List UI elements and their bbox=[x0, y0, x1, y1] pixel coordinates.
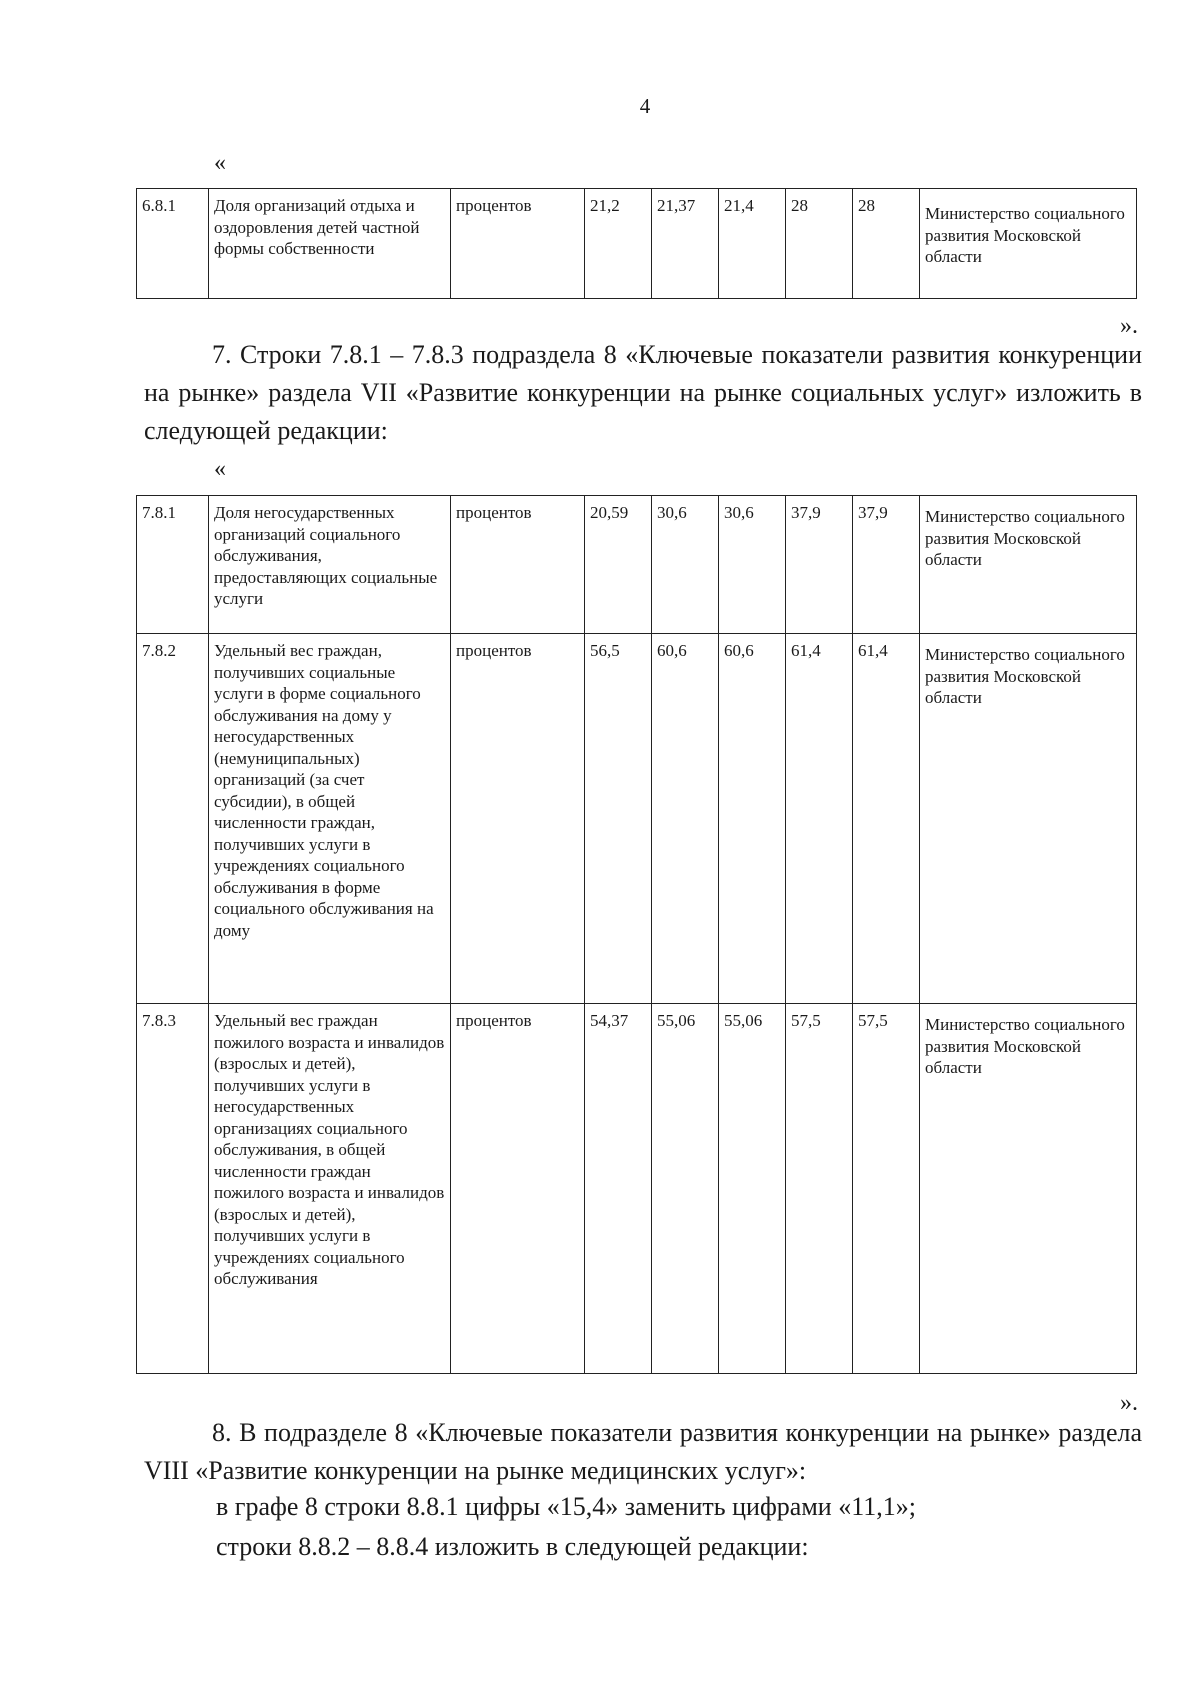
row-value: 37,9 bbox=[786, 496, 853, 634]
row-unit: процентов bbox=[451, 634, 585, 1004]
row-value: 61,4 bbox=[853, 634, 920, 1004]
row-name: Удельный вес граждан пожилого возраста и инвалидов (взрослых и детей), получивших услуги в негосударственных организациях социального обслуживания, в общей численности граждан пожилого возраста и инвалидов (взрослых и детей), получивших услуги в учреждениях социального обслуживания bbox=[209, 1004, 451, 1374]
open-quote: « bbox=[214, 456, 226, 482]
section-8-line-2: строки 8.8.2 – 8.8.4 изложить в следующей редакции: bbox=[216, 1532, 809, 1561]
row-value: 37,9 bbox=[853, 496, 920, 634]
row-value: 30,6 bbox=[652, 496, 719, 634]
row-value: 21,37 bbox=[652, 189, 719, 299]
open-quote: « bbox=[214, 150, 226, 176]
section-8-line-1: в графе 8 строки 8.8.1 цифры «15,4» заменить цифрами «11,1»; bbox=[216, 1492, 916, 1521]
table-row bbox=[137, 1004, 1137, 1374]
row-value: 57,5 bbox=[786, 1004, 853, 1374]
row-value: 21,4 bbox=[719, 189, 786, 299]
row-value: 28 bbox=[853, 189, 920, 299]
row-id: 7.8.1 bbox=[137, 496, 209, 634]
row-responsible: Министерство социального развития Московской области bbox=[920, 634, 1137, 1004]
row-value: 21,2 bbox=[585, 189, 652, 299]
table-row bbox=[137, 496, 1137, 634]
row-unit: процентов bbox=[451, 189, 585, 299]
row-id: 7.8.3 bbox=[137, 1004, 209, 1374]
row-value: 61,4 bbox=[786, 634, 853, 1004]
table-6-8 bbox=[136, 188, 1137, 299]
row-value: 20,59 bbox=[585, 496, 652, 634]
row-responsible: Министерство социального развития Московской области bbox=[920, 1004, 1137, 1374]
row-id: 7.8.2 bbox=[137, 634, 209, 1004]
row-value: 55,06 bbox=[719, 1004, 786, 1374]
table-7-8 bbox=[136, 495, 1137, 1374]
row-name: Доля организаций отдыха и оздоровления детей частной формы собственности bbox=[209, 189, 451, 299]
row-name: Доля негосударственных организаций социального обслуживания, предоставляющих социальные услуги bbox=[209, 496, 451, 634]
row-value: 60,6 bbox=[719, 634, 786, 1004]
table-row bbox=[137, 634, 1137, 1004]
row-responsible: Министерство социального развития Московской области bbox=[920, 189, 1137, 299]
row-value: 55,06 bbox=[652, 1004, 719, 1374]
row-unit: процентов bbox=[451, 496, 585, 634]
section-8-text: 8. В подразделе 8 «Ключевые показатели развития конкуренции на рынке» раздела VIII «Развитие конкуренции на рынке медицинских услуг»: bbox=[144, 1418, 1142, 1485]
row-value: 57,5 bbox=[853, 1004, 920, 1374]
row-name: Удельный вес граждан, получивших социальные услуги в форме социального обслуживания на дому у негосударственных (немуниципальных) организаций (за счет субсидии), в общей численности граждан, получивших услуги в учреждениях социального обслуживания в форме социального обслуживания на дому bbox=[209, 634, 451, 1004]
row-value: 28 bbox=[786, 189, 853, 299]
row-responsible: Министерство социального развития Московской области bbox=[920, 496, 1137, 634]
row-value: 30,6 bbox=[719, 496, 786, 634]
close-quote: ». bbox=[1120, 1390, 1138, 1416]
row-id: 6.8.1 bbox=[137, 189, 209, 299]
table-row bbox=[137, 189, 1137, 299]
row-value: 60,6 bbox=[652, 634, 719, 1004]
row-value: 54,37 bbox=[585, 1004, 652, 1374]
close-quote: ». bbox=[1120, 313, 1138, 339]
row-value: 56,5 bbox=[585, 634, 652, 1004]
section-7-text: 7. Строки 7.8.1 – 7.8.3 подраздела 8 «Ключевые показатели развития конкуренции на рынке» раздела VII «Развитие конкуренции на рынке социальных услуг» изложить в следующей редакции: bbox=[144, 340, 1142, 445]
row-unit: процентов bbox=[451, 1004, 585, 1374]
page-number: 4 bbox=[639, 94, 651, 118]
